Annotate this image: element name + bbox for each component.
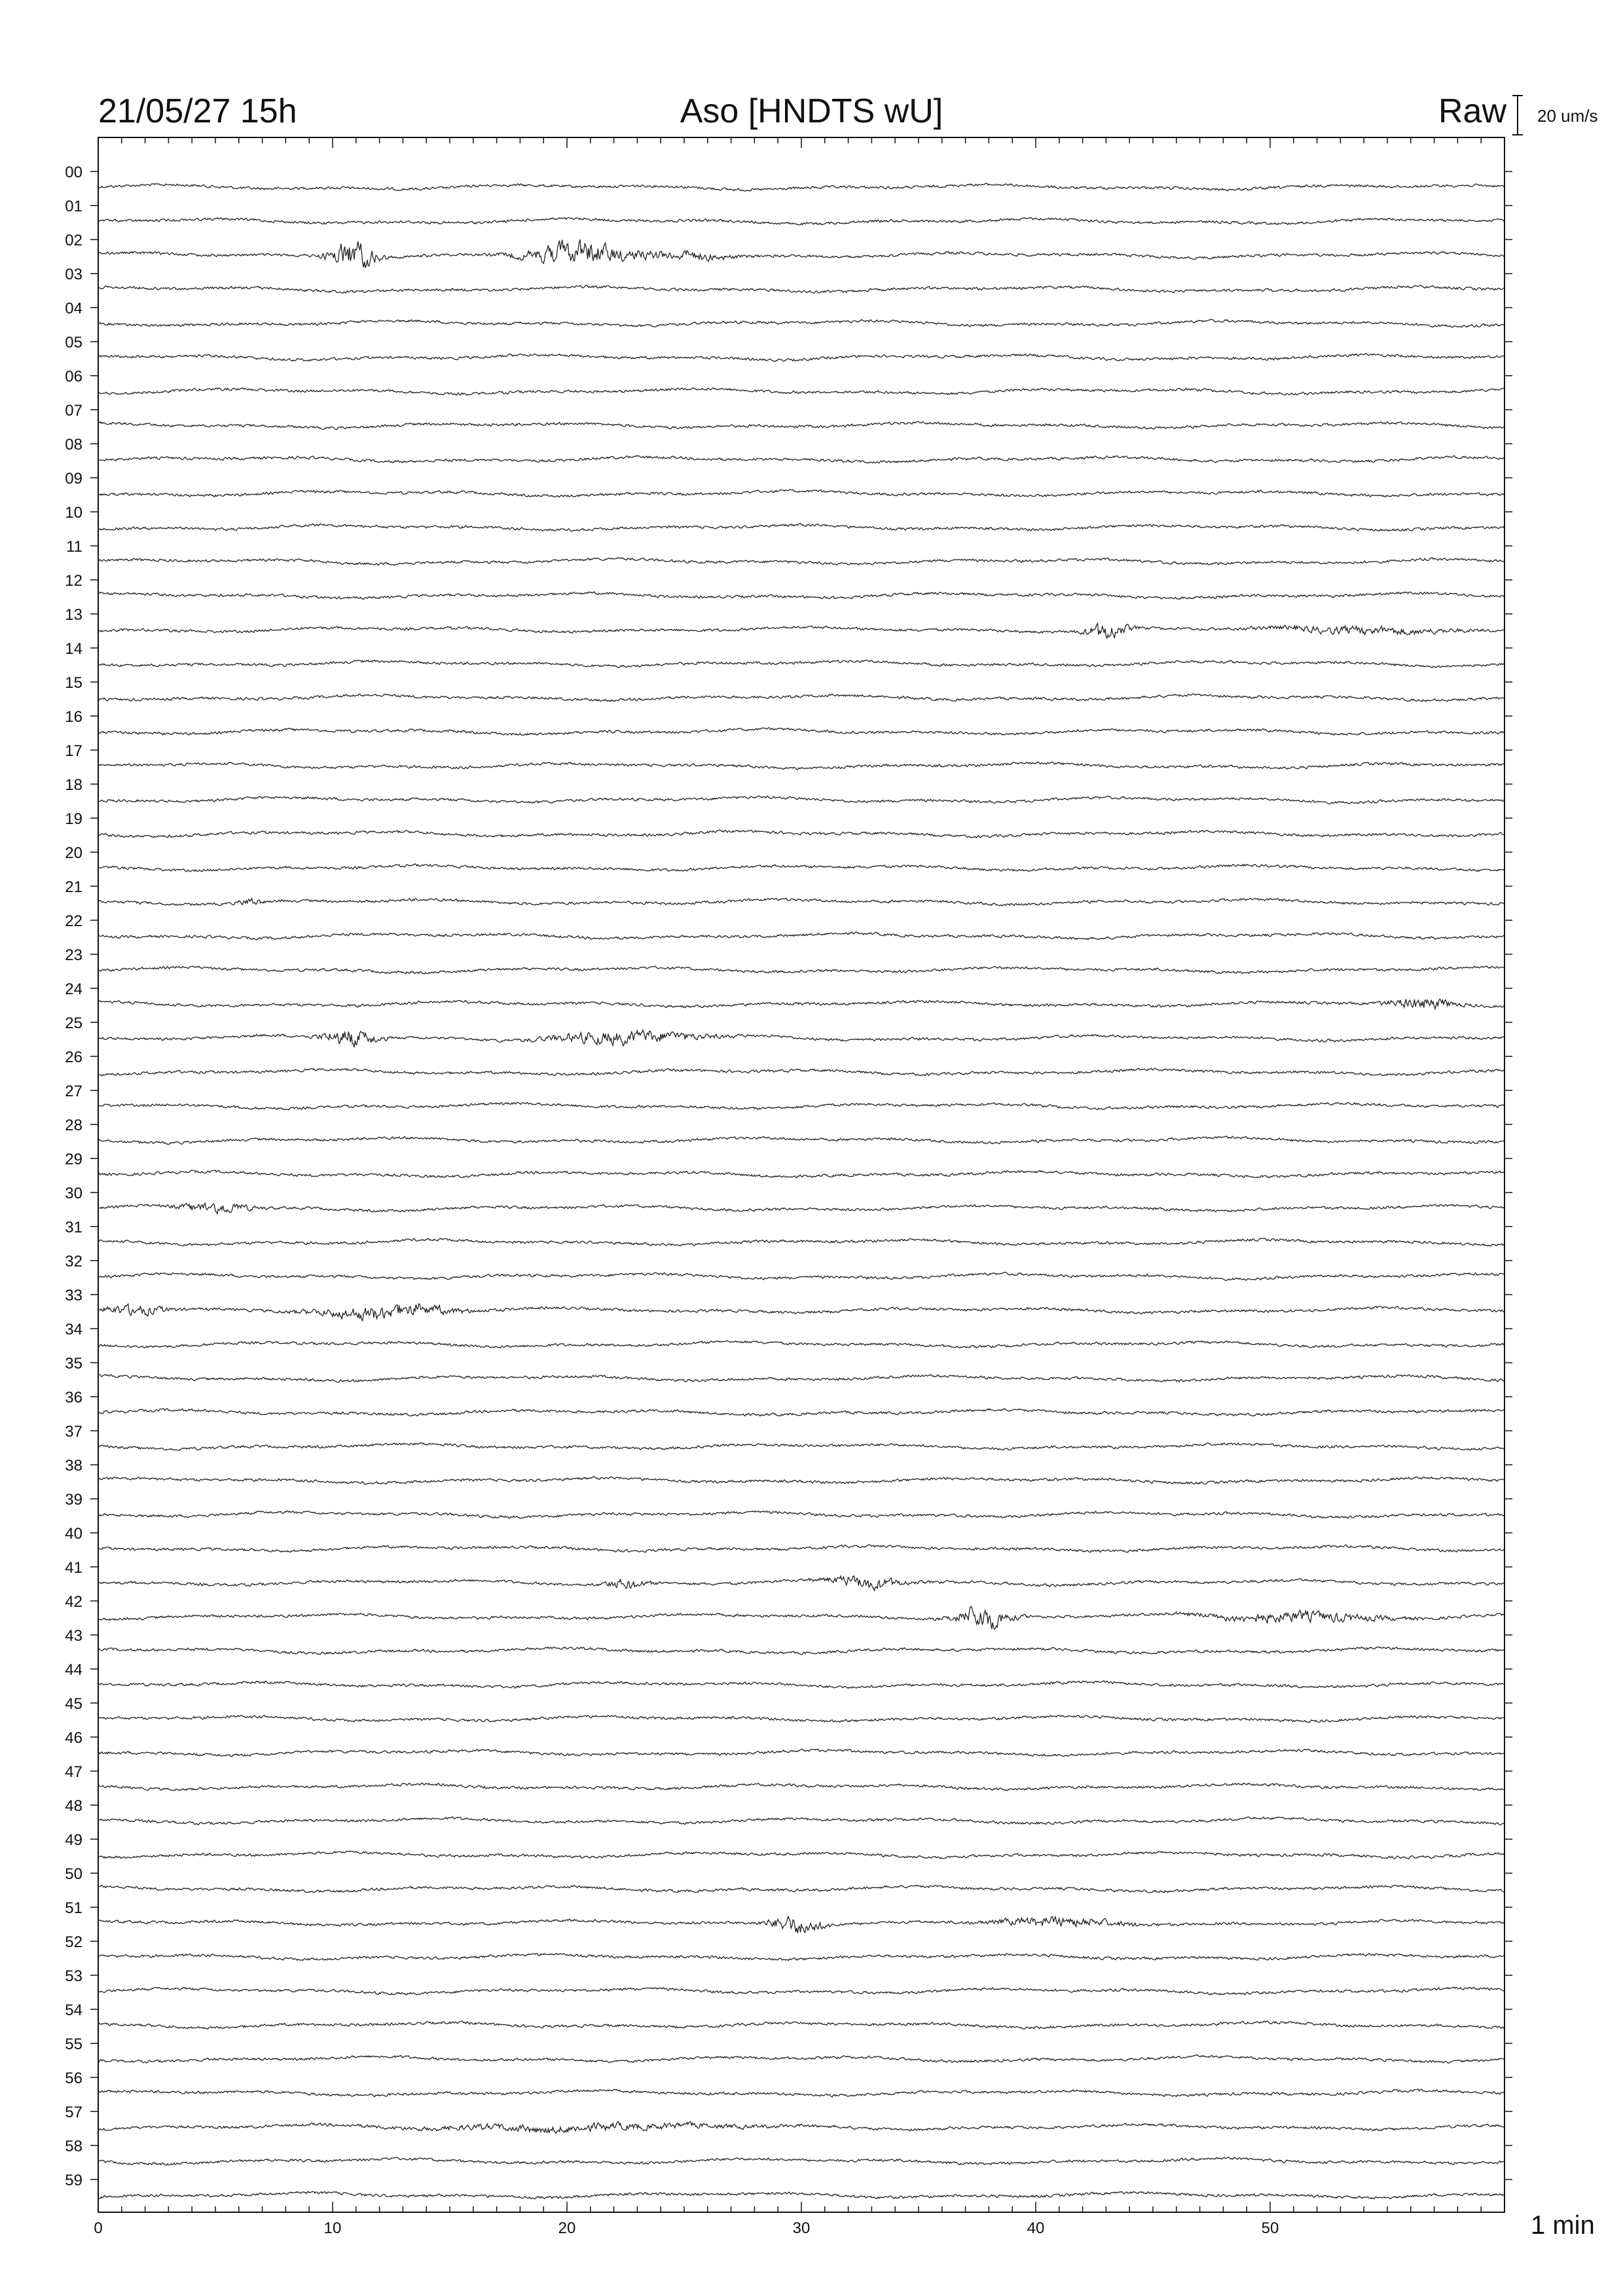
trace-line [98, 1030, 1504, 1048]
trace-line [98, 898, 1504, 906]
trace-line [98, 966, 1504, 974]
amplitude-scale-label: 20 um/s [1537, 106, 1598, 126]
row-label: 22 [65, 912, 82, 930]
row-label: 42 [65, 1593, 82, 1611]
row-label: 54 [65, 2001, 82, 2019]
trace-line [98, 1443, 1504, 1450]
trace-line [98, 1304, 1504, 1321]
row-label: 53 [65, 1967, 82, 1985]
trace-line [98, 240, 1504, 268]
trace-line [98, 1885, 1504, 1893]
row-label: 11 [66, 538, 82, 556]
row-label: 31 [65, 1219, 82, 1236]
trace-line [98, 1238, 1504, 1246]
row-label: 17 [65, 742, 82, 760]
row-label: 38 [65, 1457, 82, 1475]
row-label: 06 [65, 368, 82, 386]
trace-line [98, 558, 1504, 565]
row-label: 36 [65, 1389, 82, 1407]
row-label: 40 [65, 1525, 82, 1543]
row-label: 23 [65, 946, 82, 964]
trace-line [98, 285, 1504, 293]
row-label: 24 [65, 980, 82, 998]
row-label: 34 [65, 1321, 82, 1338]
trace-line [98, 1954, 1504, 1961]
row-label: 18 [65, 776, 82, 794]
row-label: 41 [65, 1559, 82, 1577]
row-label: 37 [65, 1423, 82, 1441]
trace-line [98, 694, 1504, 702]
x-tick-label: 50 [1261, 2219, 1279, 2237]
trace-line [98, 387, 1504, 395]
row-label: 28 [65, 1117, 82, 1134]
trace-line [98, 2157, 1504, 2165]
trace-line [98, 1987, 1504, 1995]
row-label: 25 [65, 1014, 82, 1032]
row-label: 43 [65, 1627, 82, 1645]
row-label: 03 [65, 266, 82, 283]
row-label: 27 [65, 1083, 82, 1100]
trace-line [98, 456, 1504, 463]
trace-line [98, 864, 1504, 872]
trace-line [98, 1272, 1504, 1281]
trace-line [98, 1851, 1504, 1859]
x-tick-label: 10 [323, 2219, 342, 2237]
row-label: 30 [65, 1185, 82, 1202]
trace-line [98, 490, 1504, 497]
row-label: 44 [65, 1661, 82, 1679]
row-label: 05 [65, 334, 82, 351]
x-tick-label: 40 [1027, 2219, 1045, 2237]
row-label: 14 [65, 640, 82, 658]
row-label: 07 [65, 402, 82, 420]
trace-line [98, 1068, 1504, 1076]
row-label: 21 [65, 878, 82, 896]
trace-line [98, 1341, 1504, 1348]
row-label: 12 [65, 572, 82, 590]
x-tick-label: 20 [558, 2219, 576, 2237]
trace-line [98, 1916, 1504, 1933]
row-label: 13 [65, 606, 82, 624]
trace-line [98, 2191, 1504, 2199]
row-label: 59 [65, 2172, 82, 2189]
row-label: 29 [65, 1151, 82, 1168]
trace-line [98, 623, 1504, 638]
trace-line [98, 319, 1504, 327]
row-label: 45 [65, 1695, 82, 1713]
trace-line [98, 660, 1504, 668]
row-label: 58 [65, 2138, 82, 2155]
row-label: 02 [65, 232, 82, 249]
trace-line [98, 762, 1504, 770]
mode-label: Raw [1438, 92, 1506, 130]
row-label: 01 [65, 198, 82, 215]
trace-line [98, 1715, 1504, 1722]
trace-line [98, 1477, 1504, 1484]
trace-line [98, 1203, 1504, 1214]
row-label: 08 [65, 436, 82, 454]
trace-line [98, 1817, 1504, 1825]
trace-line [98, 1647, 1504, 1655]
row-label: 39 [65, 1491, 82, 1509]
trace-line [98, 796, 1504, 804]
x-tick-label: 30 [792, 2219, 811, 2237]
trace-line [98, 2121, 1504, 2133]
trace-line [98, 1576, 1504, 1590]
row-label: 20 [65, 844, 82, 862]
row-label: 15 [65, 674, 82, 692]
trace-line [98, 1374, 1504, 1382]
row-label: 55 [65, 2036, 82, 2053]
row-label: 04 [65, 300, 82, 317]
trace-line [98, 2089, 1504, 2097]
row-label: 09 [65, 470, 82, 488]
trace-line [98, 1408, 1504, 1416]
trace-line [98, 524, 1504, 531]
trace-line [98, 1545, 1504, 1552]
station-title: Aso [HNDTS wU] [680, 92, 943, 130]
trace-line [98, 1749, 1504, 1757]
trace-line [98, 728, 1504, 736]
trace-line [98, 183, 1504, 191]
row-label: 32 [65, 1253, 82, 1270]
row-label: 50 [65, 1865, 82, 1883]
trace-line [98, 592, 1504, 600]
trace-line [98, 1606, 1504, 1629]
trace-line [98, 2021, 1504, 2029]
row-label: 19 [65, 810, 82, 828]
row-label: 46 [65, 1729, 82, 1747]
row-label: 49 [65, 1831, 82, 1849]
x-tick-label: 0 [94, 2219, 103, 2237]
row-label: 10 [65, 504, 82, 522]
row-label: 16 [65, 708, 82, 726]
row-label: 48 [65, 1797, 82, 1815]
date-hour-label: 21/05/27 15h [98, 92, 297, 130]
trace-line [98, 353, 1504, 361]
trace-line [98, 217, 1504, 224]
trace-line [98, 1136, 1504, 1144]
x-unit-label: 1 min [1531, 2211, 1595, 2240]
row-label: 33 [65, 1287, 82, 1304]
row-label: 00 [65, 164, 82, 181]
trace-line [98, 1102, 1504, 1110]
trace-line [98, 1511, 1504, 1518]
row-label: 52 [65, 1933, 82, 1951]
trace-line [98, 932, 1504, 940]
row-label: 35 [65, 1355, 82, 1372]
trace-line [98, 999, 1504, 1009]
trace-line [98, 1783, 1504, 1791]
trace-line [98, 422, 1504, 429]
row-label: 51 [65, 1899, 82, 1917]
trace-line [98, 1681, 1504, 1688]
row-label: 57 [65, 2104, 82, 2121]
trace-line [98, 1170, 1504, 1178]
row-label: 47 [65, 1763, 82, 1781]
trace-line [98, 2055, 1504, 2064]
trace-line [98, 830, 1504, 838]
row-label: 26 [65, 1049, 82, 1066]
row-label: 56 [65, 2070, 82, 2087]
